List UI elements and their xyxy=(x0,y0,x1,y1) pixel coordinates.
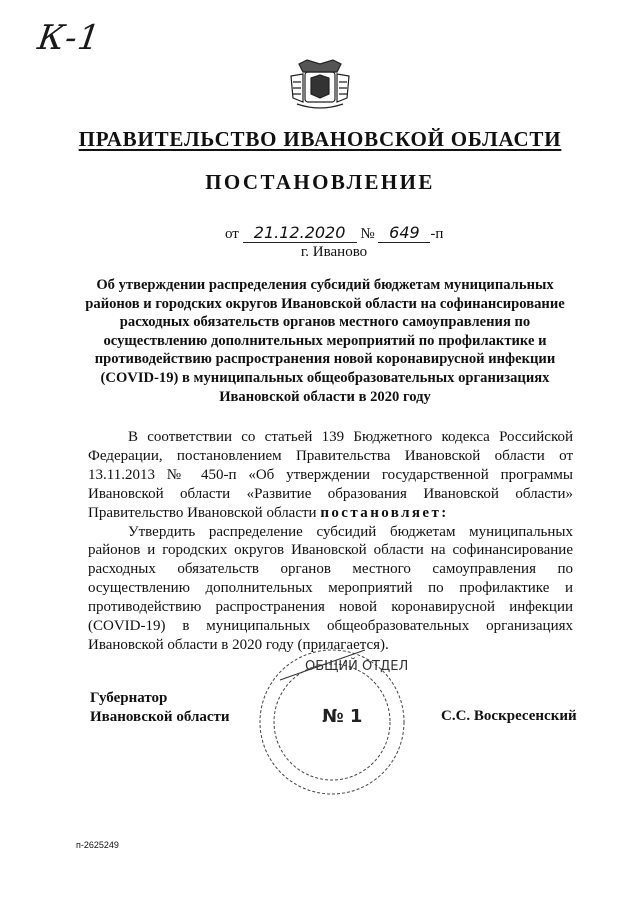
signatory-position xyxy=(90,689,230,727)
number-prefix: № xyxy=(360,226,375,242)
city: г. Иваново xyxy=(300,244,368,260)
document-number: 649 xyxy=(378,224,430,243)
document-type: ПОСТАНОВЛЕНИЕ xyxy=(205,170,435,194)
body-paragraph-2: Утвердить распределение субсидий бюджетам муниципальных районов и городских округов Ивановской области на софинансирование расходных обязательств органов местного самоуправления по осуществлению дополнительных мероприятий по профилактике и противодействию распространения новой коронавирусной инфекции (COVID-19) в муниципальных общеобразовательных организациях Ивановской области в 2020 году (прилагается). xyxy=(88,523,573,653)
document-body xyxy=(88,428,573,655)
stamp-text: ОБЩИЙ ОТДЕЛ xyxy=(305,659,409,674)
handwritten-mark: К-1 xyxy=(35,18,104,58)
date-prefix: от xyxy=(225,226,239,242)
resolution-verb: постановляет: xyxy=(320,504,449,521)
position-line-2: Ивановской области xyxy=(90,709,230,725)
coat-of-arms-icon xyxy=(285,58,355,110)
date-number-line xyxy=(225,224,443,243)
page-title: ПРАВИТЕЛЬСТВО ИВАНОВСКОЙ ОБЛАСТИ xyxy=(78,127,562,151)
paragraph-1-text: В соответствии со статьей 139 Бюджетного кодекса Российской Федерации, постановлением Правительства Ивановской области от 13.11.2013 № 450-п «Об утверждении государственной программы Ивановской области «Развитие образования Ивановской области» Правительство Ивановской области xyxy=(88,429,573,521)
document-date: 21.12.2020 xyxy=(243,224,357,243)
official-stamp xyxy=(250,640,415,800)
position-line-1: Губернатор xyxy=(90,690,168,706)
number-suffix: -п xyxy=(430,226,444,242)
footer-code: п-2625249 xyxy=(76,840,119,850)
signatory-name: С.С. Воскресенский xyxy=(441,708,577,724)
document-subject: Об утверждении распределения субсидий бюджетам муниципальных районов и городских округов Ивановской области на софинансирование расходных обязательств органов местного самоуправления по осуществлению дополнительных мероприятий по профилактике и противодействию распространения новой коронавирусной инфекции (COVID-19) в муниципальных общеобразовательных организациях Ивановской области в 2020 году xyxy=(85,277,565,405)
body-paragraph-1 xyxy=(88,428,573,523)
stamp-number: № 1 xyxy=(322,706,363,727)
